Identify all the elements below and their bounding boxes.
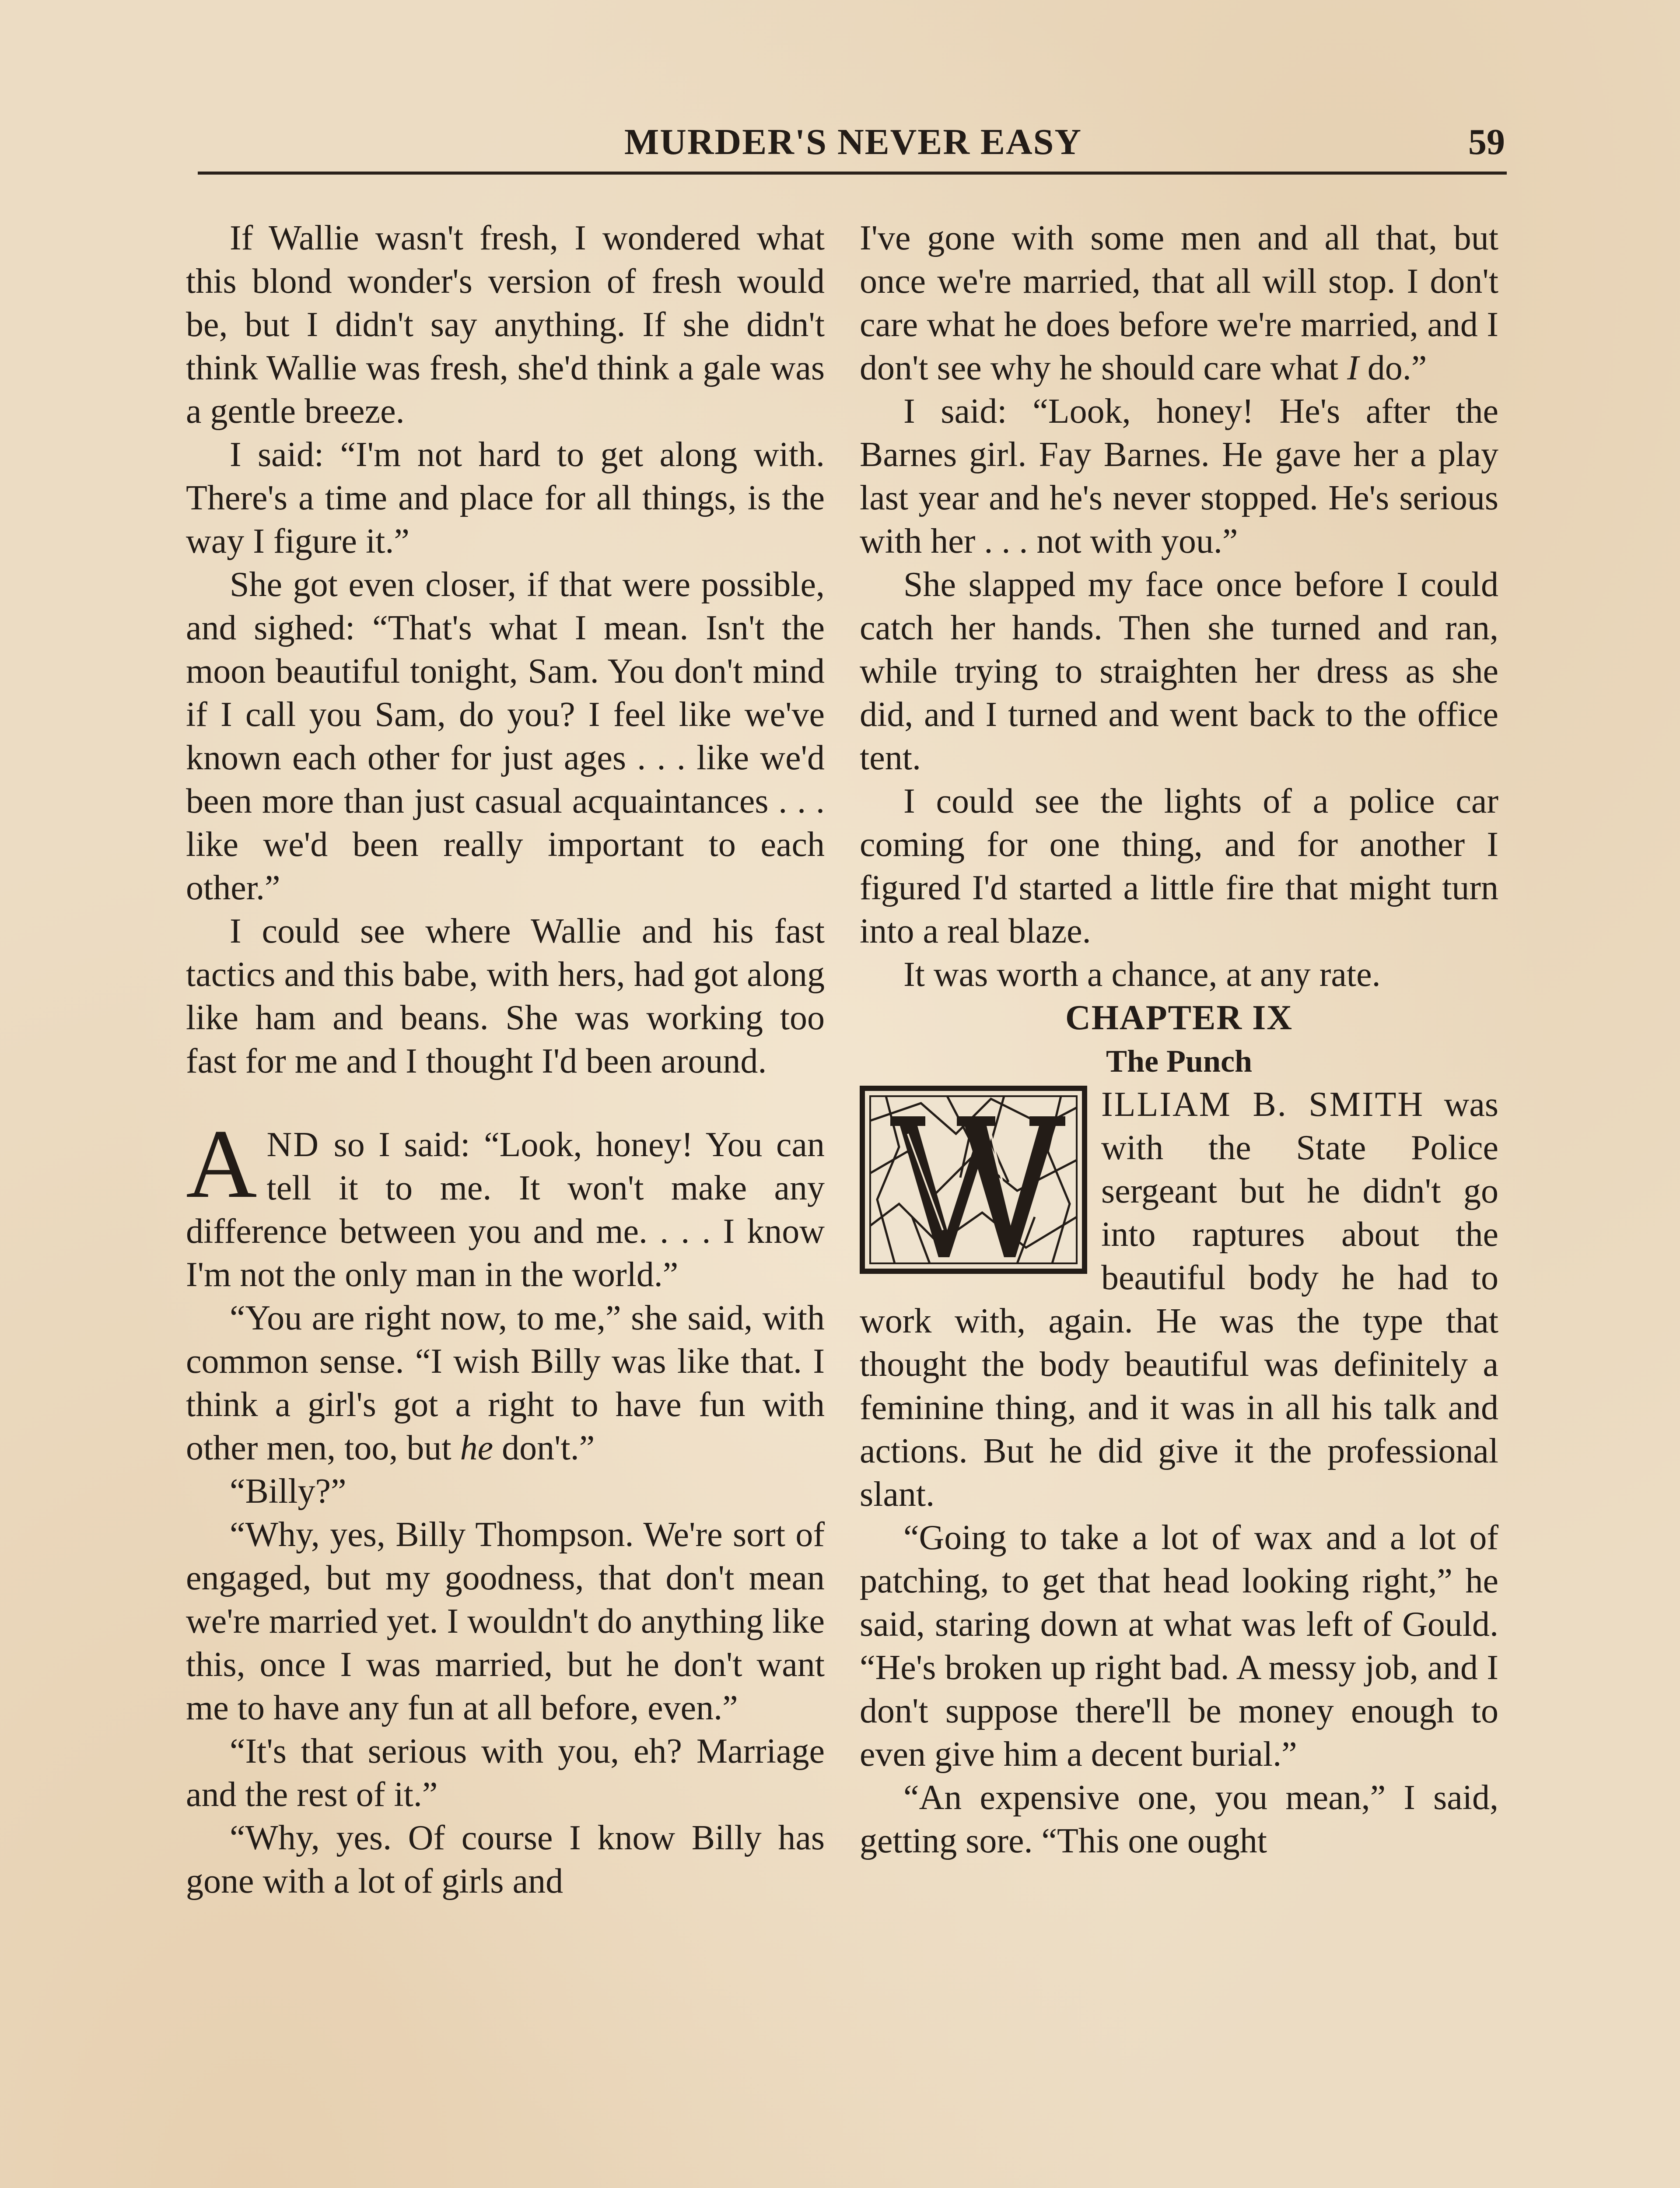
decorative-drop-cap-w-icon — [860, 1086, 1087, 1274]
paragraph: “It's that serious with you, eh? Marriage and the rest of it.” — [186, 1732, 825, 1814]
running-head — [201, 118, 1505, 166]
paragraph-text: so I said: “Look, honey! You can tell it to me. It won't make any difference between you and me. . . . I know I'm not the only man in the world.” — [186, 1126, 825, 1294]
header-rule — [198, 172, 1507, 175]
paragraph: It was worth a chance, at any rate. — [903, 955, 1381, 994]
chapter-subtitle: The Punch — [1106, 1044, 1253, 1079]
emphasis: I — [1347, 349, 1359, 387]
paragraph: “Going to take a lot of wax and a lot of patching, to get that head looking right,” he said, staring down at what was left of Gould. “He's broken up right bad. A messy job, and I don't suppose there'll be money enough to even give him a decent burial.” — [860, 1518, 1498, 1774]
paragraph-text: don't.” — [502, 1429, 595, 1467]
paragraph: “Why, yes. Of course I know Billy has gone with a lot of girls and — [186, 1819, 825, 1900]
paragraph-text: I've gone with some men and all that, but once we're married, that all will stop. I don't care what he does before we're married, and I don't see why he should care what — [860, 219, 1498, 387]
page-number: 59 — [1468, 122, 1505, 162]
emphasis: he — [460, 1429, 494, 1467]
paragraph: “Billy?” — [230, 1472, 346, 1511]
chapter-opening-paragraph — [860, 1083, 1498, 1516]
paragraph: “An expensive one, you mean,” I said, getting sore. “This one ought — [860, 1778, 1498, 1860]
right-column — [860, 217, 1498, 2188]
paragraph-text: do.” — [1367, 349, 1427, 387]
section-opening-paragraph — [186, 1109, 825, 1297]
paragraph: She slapped my face once before I could catch her hands. Then she turned and ran, while trying to straighten her dress as she did, and I turned and went back to the office tent. — [860, 565, 1498, 777]
paragraph: I could see the lights of a police car coming for one thing, and for another I figured I'd started a little fire that might turn into a real blaze. — [860, 782, 1498, 950]
paragraph: I said: “Look, honey! He's after the Barnes girl. Fay Barnes. He gave her a play last year and he's never stopped. He's serious with her . . . not with you.” — [860, 392, 1498, 561]
drop-cap-a: A — [186, 1109, 257, 1218]
paragraph: If Wallie wasn't fresh, I wondered what this blond wonder's version of fresh would be, but I didn't say anything. If she didn't think Wallie was fresh, she'd think a gale was a gentle breeze. — [186, 219, 825, 431]
paragraph — [860, 217, 1498, 390]
paragraph-text: “You are right now, to me,” she said, with common sense. “I wish Billy was like that. I think a girl's got a right to have fun with other men, too, but — [186, 1299, 825, 1467]
paragraph: She got even closer, if that were possible, and sighed: “That's what I mean. Isn't the moon beautiful tonight, Sam. You don't mind if I call you Sam, do you? I feel like we've known each other for just ages . . . like we'd been more than just casual acquaintances . . . like we'd been really important to each other.” — [186, 565, 825, 907]
paragraph: I could see where Wallie and his fast tactics and this babe, with hers, had got along like ham and beans. She was working too fast for me and I thought I'd been around. — [186, 912, 825, 1080]
paragraph: I said: “I'm not hard to get along with. There's a time and place for all things, is the way I figure it.” — [186, 435, 825, 561]
left-column — [186, 217, 825, 2188]
running-title: MURDER'S NEVER EASY — [624, 122, 1082, 162]
small-caps-lead: ND — [266, 1126, 320, 1164]
paragraph: “Why, yes, Billy Thompson. We're sort of engaged, but my goodness, that don't mean we're married yet. I wouldn't do anything like this, once I was married, but he don't want me to have any fun at all before, even.” — [186, 1515, 825, 1727]
chapter-heading: CHAPTER IX — [1065, 999, 1293, 1037]
paragraph-text: was with the State Police sergeant but he didn't go into raptures about the beautiful body he had to work with, again. He was the type that thought the body beautiful was definitely a feminine thing, and it was in all his talk and actions. But he did give it the professional slant. — [860, 1085, 1499, 1514]
small-caps-lead: ILLIAM B. SMITH — [1101, 1085, 1424, 1124]
paragraph — [186, 1297, 825, 1470]
